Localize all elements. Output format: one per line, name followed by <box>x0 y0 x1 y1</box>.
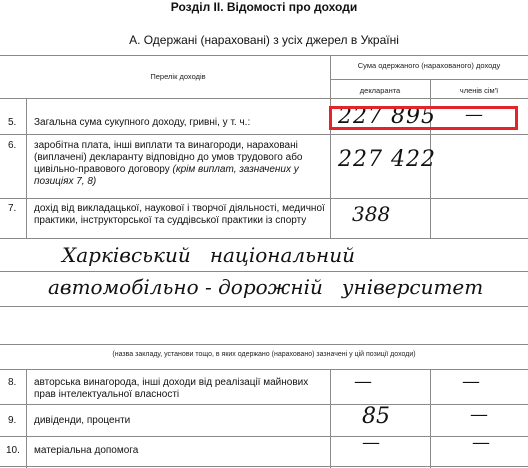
family-amount: — <box>470 404 488 425</box>
header-bottom-line <box>0 98 528 99</box>
declarant-amount: 227 895 <box>338 104 436 129</box>
row-label-note: (крім виплат, зазначених у позиціях 7, 8) <box>34 164 299 187</box>
declarant-amount: 85 <box>362 404 390 429</box>
row-label: дивіденди, проценти <box>34 415 131 426</box>
institution-name-line-1: Харківський національний <box>62 243 355 267</box>
row-number: 7. <box>8 203 17 214</box>
section-title: Розділ II. Відомості про доходи <box>170 0 358 14</box>
family-amount: — <box>472 432 490 453</box>
amount-col-divider <box>330 55 331 238</box>
subsection-title: А. Одержані (нараховані) з усіх джерел в Україні <box>129 33 399 47</box>
institution-line-3 <box>0 344 528 345</box>
row-number: 6. <box>8 140 17 151</box>
row-7-bottom <box>0 238 528 239</box>
row-9-bottom <box>0 436 528 437</box>
declarant-amount: 388 <box>352 202 391 226</box>
institution-caption: (назва закладу, установи тощо, в яких одержано (нараховано) зазначені у цій позиції доходи) <box>112 351 416 358</box>
family-column-header: членів сім'ї <box>459 86 499 95</box>
header-split-line <box>330 79 528 80</box>
row-label: матеріальна допомога <box>34 445 139 456</box>
institution-name-line-2: автомобільно - дорожній університет <box>48 275 484 299</box>
row-number: 10. <box>6 445 20 456</box>
family-amount: — <box>462 371 480 392</box>
row-number: 5. <box>8 117 17 128</box>
row-label: дохід від викладацької, наукової і творчої діяльності, медичної практики, інструкторської та суддівської практики із спорту <box>34 203 325 226</box>
num-col-divider <box>26 98 27 238</box>
declarant-column-header: декларанта <box>359 86 401 95</box>
row-8-bottom <box>0 404 528 405</box>
institution-line-2 <box>0 306 528 307</box>
declarant-amount: 227 422 <box>338 147 436 172</box>
row-label: авторська винагорода, інші доходи від реалізації майнових прав інтелектуальної власності <box>34 377 309 400</box>
list-column-header: Перелік доходів <box>150 72 206 81</box>
row-number: 8. <box>8 377 17 388</box>
institution-line-1 <box>0 271 528 272</box>
declarant-amount: — <box>354 371 372 392</box>
row-label <box>34 140 328 188</box>
row-8-top <box>0 369 528 370</box>
row-10-bottom <box>0 466 528 467</box>
num-col-divider-lower <box>26 369 27 468</box>
family-col-divider-lower <box>430 369 431 468</box>
row-label-text: заробітна плата, інші виплати та винагороди, нараховані (виплачені) декларанту відповідно до умов трудового або цивільно-правового договору <box>34 140 303 175</box>
row-label: Загальна сума сукупного доходу, гривні, у т. ч.: <box>34 117 251 128</box>
amount-col-divider-lower <box>330 369 331 468</box>
family-amount: — <box>465 104 483 125</box>
amount-column-header: Сума одержаного (нарахованого) доходу <box>357 61 501 70</box>
highlight-box <box>329 106 518 130</box>
row-6-bottom <box>0 198 528 199</box>
row-5-bottom <box>0 134 528 135</box>
declarant-amount: — <box>362 432 380 453</box>
row-number: 9. <box>8 415 17 426</box>
table-top-border <box>0 55 528 56</box>
